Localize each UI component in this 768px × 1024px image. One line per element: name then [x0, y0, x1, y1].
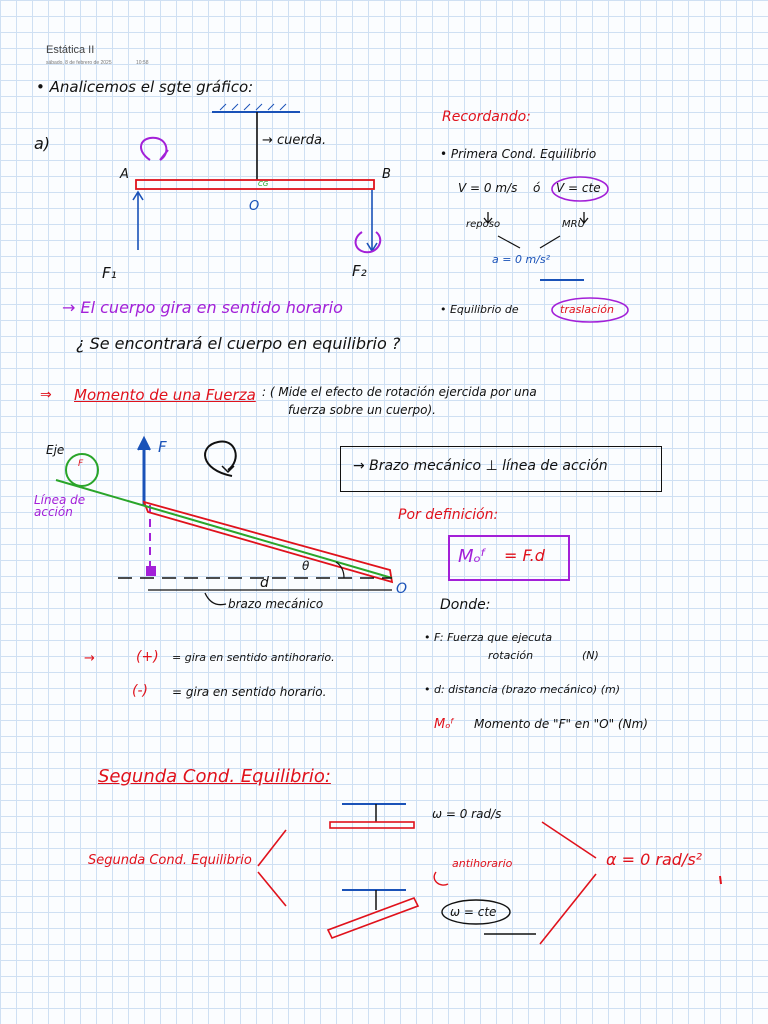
item-label: a) — [34, 134, 51, 153]
momento-definition-1: : ( Mide el efecto de rotación ejercida por una — [262, 385, 537, 399]
sign-plus-desc: = gira en sentido antihorario. — [172, 651, 335, 664]
linea-accion-label: Línea de acción — [34, 493, 86, 519]
right-angle-mark — [146, 566, 156, 576]
f-description-2: rotación — [488, 649, 534, 662]
equilibrium-question: ¿ Se encontrará el cuerpo en equilibrio ? — [76, 334, 401, 353]
force-1-label: F₁ — [102, 264, 117, 282]
rotation-arrow-bottom — [356, 232, 381, 252]
momento-title: Momento de una Fuerza — [74, 386, 256, 404]
m-symbol: Mₒᶠ — [434, 717, 455, 732]
antihorario-label: antihorario — [452, 857, 513, 870]
formula-lhs: Mₒᶠ — [458, 546, 487, 567]
omega-zero: ω = 0 rad/s — [432, 807, 502, 821]
f-description: • F: Fuerza que ejecuta — [424, 631, 553, 644]
alpha-zero: α = 0 rad/s² — [606, 850, 703, 869]
brazo-definition: → Brazo mecánico ⊥ línea de acción — [353, 458, 608, 474]
bar — [136, 180, 374, 189]
a-zero: a = 0 m/s² — [492, 253, 551, 266]
eje-force-label: F — [78, 459, 84, 469]
page-time: 10:58 — [136, 60, 149, 66]
line-of-action — [56, 480, 392, 578]
reposo-label: reposo — [466, 219, 501, 230]
momento-arrow: ⇒ — [40, 387, 52, 403]
omega-cte: ω = cte — [450, 905, 497, 919]
rotation-note: → El cuerpo gira en sentido horario — [62, 298, 343, 317]
intro-text: • Analicemos el sgte gráfico: — [36, 78, 254, 96]
v-cte: V = cte — [556, 181, 601, 195]
or-label: ó — [533, 181, 541, 195]
recordando-title: Recordando: — [442, 109, 531, 125]
d-description: • d: distancia (brazo mecánico) (m) — [424, 683, 621, 696]
sign-minus: (-) — [132, 683, 148, 699]
o-label: O — [396, 581, 408, 597]
origin-label: O — [249, 199, 260, 214]
plus-arrow: → — [84, 651, 95, 666]
mru-label: MRU — [562, 219, 585, 230]
sign-plus: (+) — [136, 649, 159, 665]
f-unit: (N) — [582, 649, 599, 662]
segunda-left-label: Segunda Cond. Equilibrio — [88, 853, 252, 868]
momento-definition-2: fuerza sobre un cuerpo). — [288, 403, 436, 417]
cg-label: CG — [258, 180, 269, 188]
d-label: d — [260, 575, 269, 591]
segunda-title: Segunda Cond. Equilibrio: — [98, 766, 331, 787]
point-a-label: A — [120, 167, 129, 182]
cuerda-label: → cuerda. — [262, 133, 327, 148]
primera-cond: • Primera Cond. Equilibrio — [440, 147, 597, 161]
ceiling-hatch — [220, 104, 286, 110]
traslacion-word: traslación — [560, 303, 614, 316]
page-date: sábado, 8 de febrero de 2025 — [46, 60, 112, 66]
sign-minus-desc: = gira en sentido horario. — [172, 685, 327, 699]
eje-label: Eje — [46, 443, 65, 457]
theta-label: θ — [302, 559, 310, 573]
brazo-definition-box — [340, 446, 662, 492]
donde-label: Donde: — [440, 597, 491, 613]
equilibrio-traslacion-prefix: • Equilibrio de — [440, 303, 519, 316]
formula-rhs: = F.d — [504, 546, 545, 565]
clockwise-icon — [205, 442, 236, 476]
page-title: Estática II — [46, 44, 95, 56]
point-b-label: B — [382, 167, 391, 182]
v-zero: V = 0 m/s — [458, 181, 518, 195]
brazo-label: brazo mecánico — [228, 597, 324, 611]
por-definicion: Por definición: — [398, 507, 499, 523]
force-f-label: F — [158, 438, 167, 456]
force-2-label: F₂ — [352, 262, 367, 280]
m-description: Momento de "F" en "O" (Nm) — [474, 717, 648, 731]
